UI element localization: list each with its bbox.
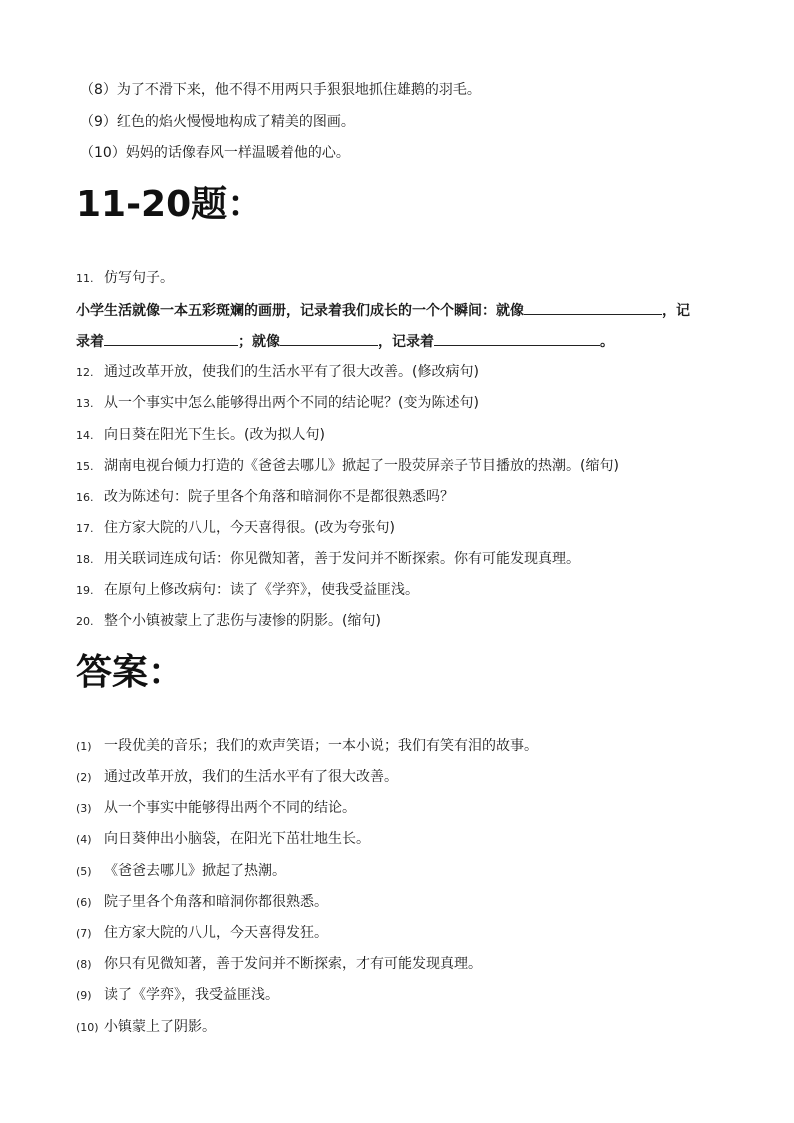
answer-item	[76, 767, 398, 788]
question-text: 向日葵在阳光下生长。(改为拟人句)	[104, 427, 325, 443]
question-text: 仿写句子。	[104, 270, 174, 286]
question-number: 19.	[76, 584, 94, 597]
question-number: 11.	[76, 272, 94, 285]
q11-prompt-line-1	[76, 300, 690, 321]
answer-number: (2)	[76, 771, 92, 784]
question-number: 18.	[76, 553, 94, 566]
answer-number: (10)	[76, 1021, 99, 1034]
answer-item	[76, 954, 482, 975]
answer-item	[76, 798, 356, 819]
question-number: 12.	[76, 366, 94, 379]
answer-blank[interactable]	[280, 331, 378, 346]
answer-number: (6)	[76, 896, 92, 909]
item-text: 为了不滑下来，他不得不用两只手狠狠地抓住雄鹅的羽毛。	[116, 82, 481, 98]
question-item	[76, 580, 419, 601]
prompt-text: ，记	[662, 303, 690, 319]
question-item	[76, 549, 580, 570]
prompt-text: ；就像	[238, 334, 280, 350]
answer-number: (8)	[76, 958, 92, 971]
question-text: 通过改革开放，使我们的生活水平有了很大改善。(修改病句)	[104, 364, 479, 380]
question-text: 住方家大院的八儿，今天喜得很。(改为夸张句)	[104, 520, 395, 536]
answer-text: 读了《学弈》，我受益匪浅。	[104, 987, 279, 1003]
prompt-text: 小学生活就像一本五彩斑斓的画册，记录着我们成长的一个个瞬间：就像	[76, 303, 524, 319]
answer-blank[interactable]	[524, 300, 662, 315]
answer-item	[76, 736, 538, 757]
list-item	[80, 143, 350, 163]
question-number: 14.	[76, 429, 94, 442]
answer-item	[76, 861, 286, 882]
answer-item	[76, 923, 328, 944]
question-text: 从一个事实中怎么能够得出两个不同的结论呢？(变为陈述句)	[104, 395, 479, 411]
answer-blank[interactable]	[104, 331, 238, 346]
question-text: 湖南电视台倾力打造的《爸爸去哪儿》掀起了一股荧屏亲子节目播放的热潮。(缩句)	[104, 458, 619, 474]
question-item	[76, 268, 174, 289]
prompt-text: ，记录着	[378, 334, 434, 350]
question-text: 整个小镇被蒙上了悲伤与凄惨的阴影。(缩句)	[104, 613, 381, 629]
question-item	[76, 611, 381, 632]
question-number: 17.	[76, 522, 94, 535]
question-text: 用关联词连成句话：你见微知著，善于发问并不断探索。你有可能发现真理。	[104, 551, 580, 567]
question-item	[76, 393, 479, 414]
answer-number: (9)	[76, 989, 92, 1002]
prompt-text: 录着	[76, 334, 104, 350]
item-text: 红色的焰火慢慢地构成了精美的图画。	[116, 114, 355, 130]
answer-text: 从一个事实中能够得出两个不同的结论。	[104, 800, 356, 816]
answer-text: 通过改革开放，我们的生活水平有了很大改善。	[104, 769, 398, 785]
answer-item	[76, 1017, 216, 1038]
question-item	[76, 425, 325, 446]
answer-text: 小镇蒙上了阴影。	[104, 1019, 216, 1035]
question-number: 16.	[76, 491, 94, 504]
answer-text: 院子里各个角落和暗洞你都很熟悉。	[104, 894, 328, 910]
question-item	[76, 487, 454, 508]
item-number: （9）	[80, 114, 117, 130]
answer-text: 向日葵伸出小脑袋，在阳光下茁壮地生长。	[104, 831, 370, 847]
question-text: 改为陈述句：院子里各个角落和暗洞你不是都很熟悉吗？	[104, 489, 454, 505]
prompt-text: 。	[600, 334, 614, 350]
item-text: 妈妈的话像春风一样温暖着他的心。	[125, 145, 350, 161]
answer-blank[interactable]	[434, 331, 600, 346]
answer-text: 一段优美的音乐；我们的欢声笑语；一本小说；我们有笑有泪的故事。	[104, 738, 538, 754]
question-number: 15.	[76, 460, 94, 473]
answer-number: (7)	[76, 927, 92, 940]
question-item	[76, 518, 395, 539]
answer-item	[76, 892, 328, 913]
section-heading-answers: 答案：	[76, 652, 185, 693]
answer-text: 《爸爸去哪儿》掀起了热潮。	[104, 863, 286, 879]
section-heading-questions: 11-20题：	[76, 184, 264, 225]
q11-prompt-line-2	[76, 331, 614, 352]
answer-text: 住方家大院的八儿，今天喜得发狂。	[104, 925, 328, 941]
question-number: 13.	[76, 397, 94, 410]
answer-item	[76, 829, 370, 850]
list-item	[80, 112, 355, 132]
question-item	[76, 456, 619, 477]
question-number: 20.	[76, 615, 94, 628]
question-item	[76, 362, 479, 383]
answer-number: (3)	[76, 802, 92, 815]
answer-number: (1)	[76, 740, 92, 753]
list-item	[80, 80, 481, 100]
item-number: （10）	[80, 145, 126, 161]
answer-number: (5)	[76, 865, 92, 878]
answer-number: (4)	[76, 833, 92, 846]
answer-text: 你只有见微知著，善于发问并不断探索，才有可能发现真理。	[104, 956, 482, 972]
answer-item	[76, 985, 279, 1006]
item-number: （8）	[80, 82, 117, 98]
question-text: 在原句上修改病句：读了《学弈》，使我受益匪浅。	[104, 582, 419, 598]
